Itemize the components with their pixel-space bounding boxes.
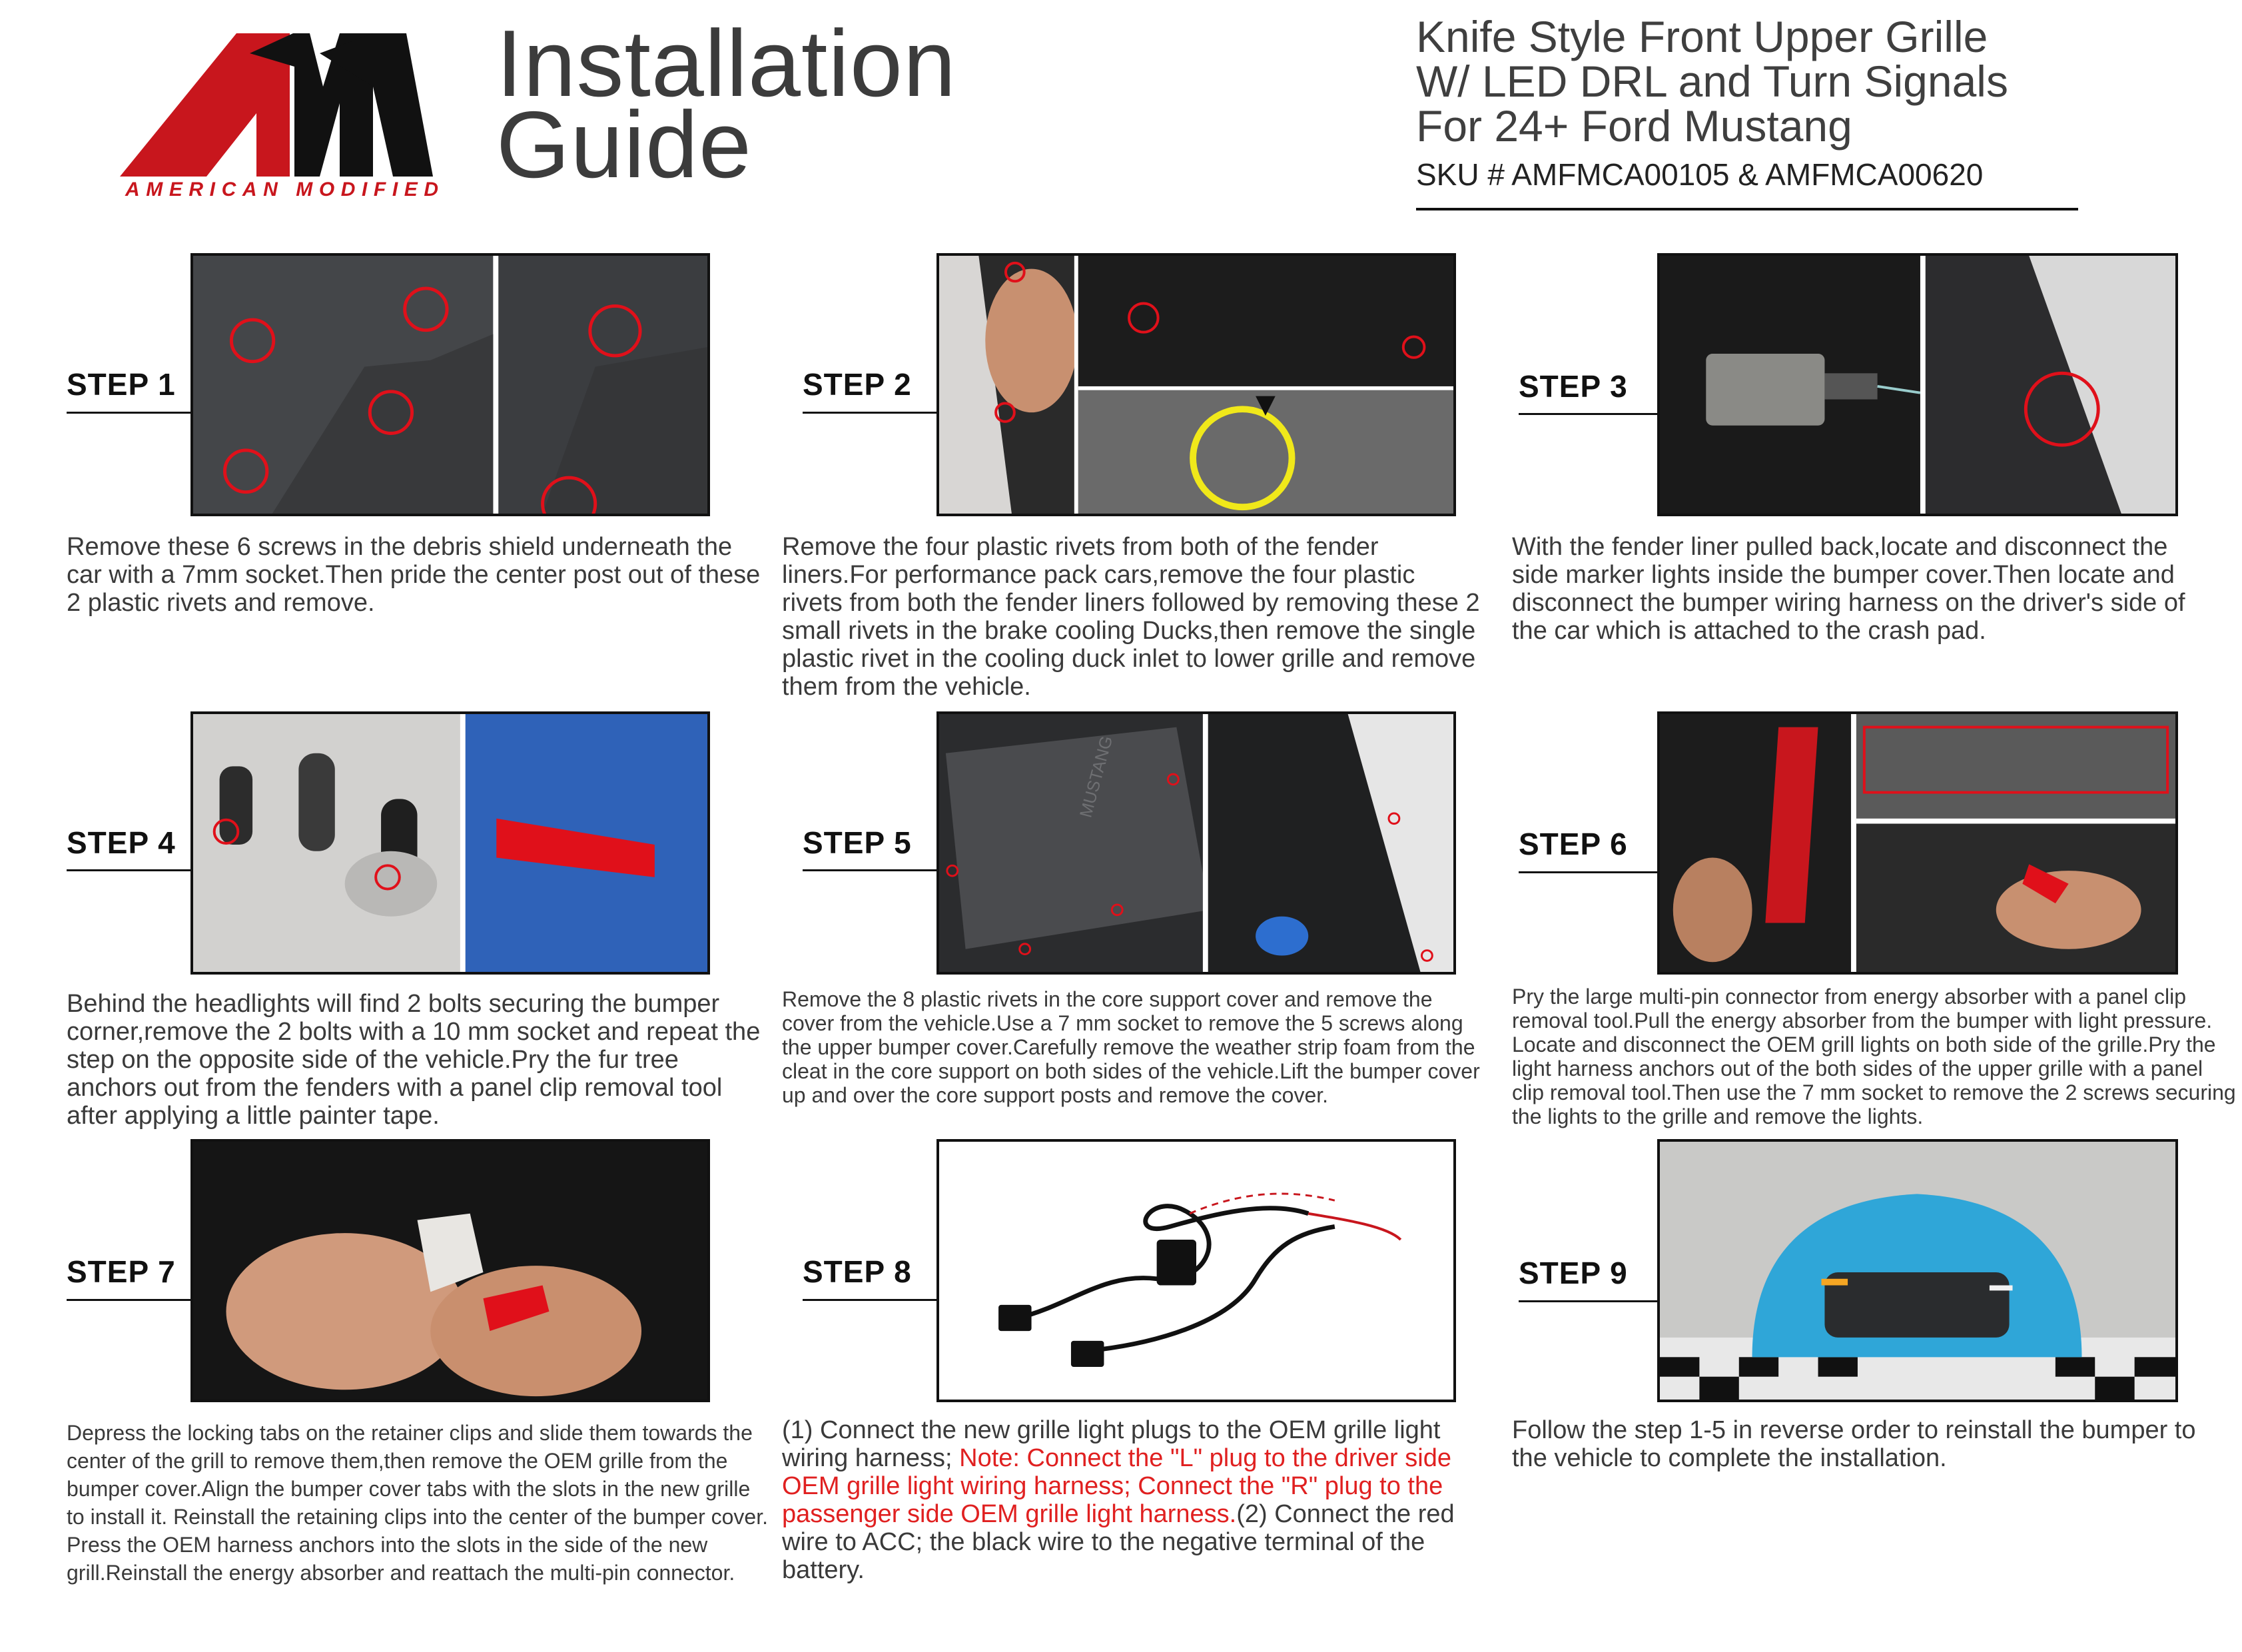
step-3-rule: [1519, 413, 1659, 415]
core-support-cover-photo-icon: [939, 714, 1453, 972]
step-3-text: With the fender liner pulled back,locate and disconnect the side marker lights inside the bumper cover.Then locate and disconnect the bumper wiring harness on the driver's side of the car which is attached to the crash pad.: [1512, 533, 2185, 645]
step-6-label: STEP 6: [1519, 827, 1628, 861]
step-6-photo: [1657, 711, 2178, 975]
wiring-harness-photo-icon: [939, 1142, 1453, 1400]
step-5-photo: [936, 711, 1456, 975]
step-6-rule: [1519, 871, 1659, 873]
step-4-label: STEP 4: [67, 825, 176, 860]
step-4-text: Behind the headlights will find 2 bolts securing the bumper corner,remove the 2 bolts with a 10 mm socket and repeat the step on the opposite side of the vehicle.Pry the fur tree anchors out from the fenders with a panel clip removal tool after applying a little painter tape.: [67, 990, 761, 1130]
energy-absorber-photo-icon: [1660, 714, 2175, 972]
step-5-text: Remove the 8 plastic rivets in the core support cover and remove the cover from the vehicle.Use a 7 mm socket to remove the 5 screws along the upper bumper cover.Carefully remove the weather strip foam from the cleat in the core support on both sides of the vehicle.Lift the bumper cover up and over the core support posts and remove the cover.: [782, 987, 1480, 1107]
headlight-bolts-photo-icon: [193, 714, 707, 972]
step-8-text-part1: (1) Connect the new grille light plugs to the OEM grille light wiring harness;: [782, 1416, 1441, 1472]
page-title: [496, 11, 956, 198]
step-9-photo: [1657, 1139, 2178, 1402]
step-7-text: Depress the locking tabs on the retainer clips and slide them towards the center of the grill to remove them,then remove the OEM grille from the bumper cover.Align the bumper cover tabs with the slots in the new grille to install it. Reinstall the retaining clips into the center of the bumper cover. Press the OEM harness anchors into the slots in the side of the new grill.Reinstall the energy absorber and reattach the multi-pin connector.: [67, 1421, 768, 1585]
step-3-label: STEP 3: [1519, 369, 1628, 404]
product-title: [1416, 12, 2008, 151]
step-5-rule: [803, 869, 939, 871]
step-2-photo: [936, 253, 1456, 516]
step-3-photo: [1657, 253, 2178, 516]
product-line-3: For 24+ Ford Mustang: [1416, 101, 1852, 151]
title-line-1: Installation: [496, 11, 956, 117]
step-8-note: Note: Connect the "L" plug to the driver side OEM grille light wiring harness; Connect the "R" plug to the passenger side OEM grille light harness.: [782, 1444, 1451, 1528]
step-7-label: STEP 7: [67, 1254, 176, 1289]
step-8-label: STEP 8: [803, 1254, 912, 1289]
svg-text:MUSTANG: MUSTANG: [1076, 733, 1117, 820]
step-5-label: STEP 5: [803, 825, 912, 860]
step-6-text: Pry the large multi-pin connector from energy absorber with a panel clip removal tool.Pull the energy absorber from the bumper with light pressure. Locate and disconnect the OEM grill lights on both side of the grille.Pry the light harness anchors out of the both sides of the upper grille with a panel clip removal tool.Then use the 7 mm socket to remove the 2 screws securing the lights to the grille and remove the lights.: [1512, 985, 2236, 1128]
step-2-label: STEP 2: [803, 367, 912, 402]
step-9-label: STEP 9: [1519, 1256, 1628, 1290]
product-line-1: Knife Style Front Upper Grille: [1416, 12, 1988, 61]
step-7-photo: [190, 1139, 710, 1402]
finished-mustang-photo-icon: [1660, 1142, 2175, 1400]
step-1-text: Remove these 6 screws in the debris shield underneath the car with a 7mm socket.Then pride the center post out of these 2 plastic rivets and remove.: [67, 533, 761, 617]
step-9-text: Follow the step 1-5 in reverse order to reinstall the bumper to the vehicle to complete the installation.: [1512, 1416, 2196, 1472]
step-9-rule: [1519, 1300, 1659, 1302]
fender-liner-rivets-photo-icon: [939, 256, 1453, 514]
step-8-text: [782, 1416, 1501, 1584]
side-marker-connector-photo-icon: [1660, 256, 2175, 514]
logo-text: AMERICAN MODIFIED: [125, 179, 438, 200]
step-7-rule: [67, 1299, 193, 1301]
step-2-rule: [803, 412, 939, 414]
step-1-label: STEP 1: [67, 367, 176, 402]
step-8-photo: [936, 1139, 1456, 1402]
step-4-photo: [190, 711, 710, 975]
header-divider: [1416, 208, 2078, 210]
sku-number: SKU # AMFMCA00105 & AMFMCA00620: [1416, 157, 1984, 192]
step-1-photo: [190, 253, 710, 516]
step-8-rule: [803, 1299, 939, 1301]
product-line-2: W/ LED DRL and Turn Signals: [1416, 57, 2008, 106]
step-8-text-part2: (2) Connect the red wire to ACC; the black wire to the negative terminal of the battery.: [782, 1500, 1455, 1584]
retainer-clip-photo-icon: [193, 1142, 707, 1400]
step-1-rule: [67, 412, 193, 414]
step-4-rule: [67, 869, 193, 871]
debris-shield-screws-photo-icon: [193, 256, 707, 514]
title-line-2: Guide: [496, 92, 752, 198]
step-2-text: Remove the four plastic rivets from both of the fender liners.For performance pack cars,remove the four plastic rivets from both the fender liners followed by removing these 2 small rivets in the brake cooling Ducks,then remove the single plastic rivet in the cooling duck inlet to lower grille and remove them from the vehicle.: [782, 533, 1480, 701]
american-modified-logo: [120, 27, 453, 200]
